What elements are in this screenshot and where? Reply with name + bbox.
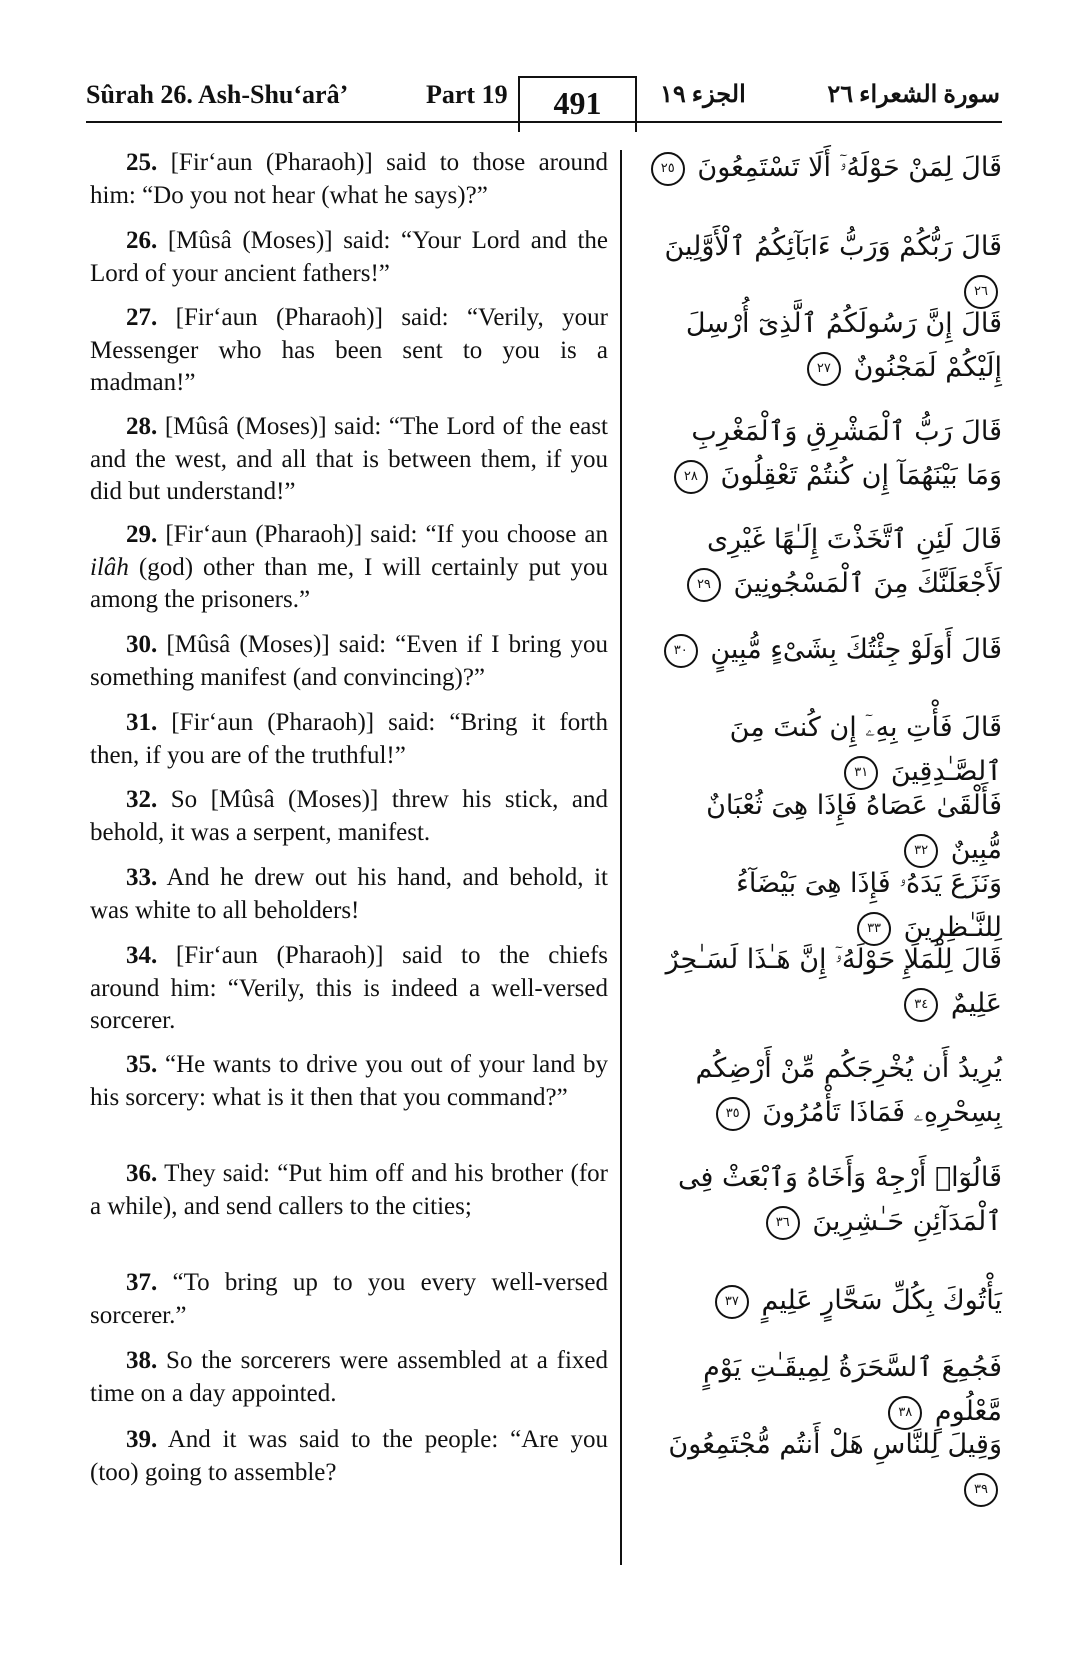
ayah-marker: ٣١	[844, 756, 878, 790]
verse-text-ar: يُرِيدُ أَن يُخْرِجَكُم مِّنْ أَرْضِكُم بِسِحْرِهِۦ فَمَاذَا تَأْمُرُونَ	[695, 1053, 1002, 1128]
verse-ar-35	[650, 1047, 1002, 1135]
verse-text-ar: وَقِيلَ لِلنَّاسِ هَلْ أَنتُم مُّجْتَمِعُونَ	[668, 1429, 1002, 1460]
verse-number: 32.	[126, 786, 158, 813]
verse-text-ar: وَنَزَعَ يَدَهُۥ فَإِذَا هِىَ بَيْضَآءُ لِلنَّـٰظِرِينَ	[736, 868, 1002, 943]
ayah-marker: ٣٨	[888, 1396, 922, 1430]
verse-number: 26.	[126, 227, 158, 254]
ayah-marker: ٣٥	[716, 1097, 750, 1131]
ayah-marker: ٣٩	[964, 1473, 998, 1507]
verse-en-30	[90, 629, 608, 694]
verse-text: So [Mûsâ (Moses)] threw his stick, and behold, it was a serpent, manifest.	[90, 786, 609, 846]
ayah-marker: ٢٨	[674, 460, 708, 494]
verse-en-25	[90, 147, 608, 212]
verse-en-27	[90, 302, 608, 400]
verse-text: And it was said to the people: “Are you (too) going to assemble?	[90, 1426, 608, 1486]
ayah-marker: ٢٩	[687, 568, 721, 602]
verse-text-ar: قَالُوٓا۟ أَرْجِهْ وَأَخَاهُ وَٱبْعَثْ فِى ٱلْمَدَآئِنِ حَـٰشِرِينَ	[678, 1162, 1002, 1237]
verse-text-ar: قَالَ فَأْتِ بِهِۦٓ إِن كُنتَ مِنَ ٱلصَّـٰدِقِينَ	[729, 712, 1002, 787]
verse-en-35	[90, 1049, 608, 1114]
verse-text-ar: يَأْتُوكَ بِكُلِّ سَحَّارٍ عَلِيمٍ	[761, 1285, 1002, 1316]
verse-text-ar: قَالَ لَئِنِ ٱتَّخَذْتَ إِلَـٰهًا غَيْرِى لَأَجْعَلَنَّكَ مِنَ ٱلْمَسْجُونِينَ	[707, 524, 1002, 599]
verse-number: 39.	[126, 1426, 158, 1453]
page-number: 491	[518, 76, 637, 132]
verse-number: 35.	[126, 1051, 158, 1078]
verse-text: [Fir‘aun (Pharaoh)] said: “Verily, your Messenger who has been sent to you is a madman!”	[90, 304, 609, 396]
verse-text-ar: قَالَ لِلْمَلَإِ حَوْلَهُۥٓ إِنَّ هَـٰذَا لَسَـٰحِرٌ عَلِيمٌ	[665, 944, 1002, 1019]
ayah-marker: ٣٠	[664, 634, 698, 668]
verse-ar-36	[650, 1156, 1002, 1244]
ayah-marker: ٣٢	[904, 834, 938, 868]
verse-number: 31.	[126, 709, 158, 736]
verse-number: 38.	[126, 1347, 158, 1374]
page-header	[86, 70, 1000, 122]
ayah-marker: ٣٦	[766, 1206, 800, 1240]
verse-text: [Mûsâ (Moses)] said: “The Lord of the east and the west, and all that is between them, if you did but understand!”	[90, 413, 608, 505]
verse-number: 34.	[126, 942, 158, 969]
verse-en-34	[90, 940, 608, 1038]
verse-text: And he drew out his hand, and behold, it was white to all beholders!	[90, 864, 609, 924]
verse-en-31	[90, 707, 608, 772]
part-label: Part 19	[426, 80, 508, 109]
verse-text: [Mûsâ (Moses)] said: “Even if I bring you something manifest (and convincing)?”	[90, 631, 609, 691]
verse-ar-38	[650, 1346, 1002, 1434]
verse-en-32	[90, 784, 608, 849]
verse-text: “He wants to drive you out of your land by his sorcery: what is it then that you command?”	[90, 1051, 609, 1111]
verse-number: 25.	[126, 149, 158, 176]
verse-ar-25	[650, 146, 1002, 190]
verse-italic-term: ilâh	[90, 553, 129, 581]
verse-ar-27	[650, 302, 1002, 390]
verse-number: 33.	[126, 864, 158, 891]
ayah-marker: ٢٦	[964, 275, 998, 309]
verse-ar-29	[650, 518, 1002, 606]
verse-ar-28	[650, 410, 1002, 498]
verse-text-ar: قَالَ لِمَنْ حَوْلَهُۥٓ أَلَا تَسْتَمِعُونَ	[697, 152, 1002, 183]
verse-ar-32	[650, 784, 1002, 872]
verse-number: 30.	[126, 631, 158, 658]
verse-number: 37.	[126, 1269, 158, 1296]
verse-en-36	[90, 1158, 608, 1223]
ayah-marker: ٣٣	[857, 912, 891, 946]
verse-number: 36.	[126, 1160, 158, 1187]
ayah-marker: ٣٧	[715, 1285, 749, 1319]
verse-text: (god) other than me, I will certainly put you among the prisoners.”	[90, 553, 608, 613]
verse-text: “To bring up to you every well-versed sorcerer.”	[90, 1269, 608, 1329]
verse-text: [Mûsâ (Moses)] said: “Your Lord and the Lord of your ancient fathers!”	[90, 227, 609, 287]
verse-text: So the sorcerers were assembled at a fixed time on a day appointed.	[90, 1347, 608, 1407]
ayah-marker: ٢٧	[807, 352, 841, 386]
verse-ar-33	[650, 862, 1002, 950]
ayah-marker: ٢٥	[651, 152, 685, 186]
verse-text: [Fir‘aun (Pharaoh)] said: “Bring it forth then, if you are of the truthful!”	[90, 709, 608, 769]
header-rule	[86, 121, 1002, 123]
verse-en-37	[90, 1267, 608, 1332]
verse-text-ar: فَجُمِعَ ٱلسَّحَرَةُ لِمِيقَـٰتِ يَوْمٍ مَّعْلُومٍ	[703, 1352, 1002, 1427]
surah-title-ar: سورة الشعراء ٢٦	[827, 82, 1000, 108]
verse-ar-26	[650, 225, 1002, 313]
verse-text: [Fir‘aun (Pharaoh)] said to the chiefs around him: “Verily, this is indeed a well-versed sorcerer.	[90, 942, 608, 1034]
verse-ar-30	[650, 628, 1002, 672]
verse-en-38	[90, 1345, 608, 1410]
verse-number: 29.	[126, 521, 158, 548]
verse-text: [Fir‘aun (Pharaoh)] said: “If you choose an	[165, 521, 608, 548]
verse-text-ar: قَالَ رَبُّكُمْ وَرَبُّ ءَابَآئِكُمُ ٱلْأَوَّلِينَ	[664, 231, 1002, 262]
verse-number: 27.	[126, 304, 158, 331]
verse-ar-34	[650, 938, 1002, 1026]
verse-text-ar: قَالَ رَبُّ ٱلْمَشْرِقِ وَٱلْمَغْرِبِ وَمَا بَيْنَهُمَآ إِن كُنتُمْ تَعْقِلُونَ	[691, 416, 1002, 491]
verse-number: 28.	[126, 413, 158, 440]
verse-en-33	[90, 862, 608, 927]
ayah-marker: ٣٤	[904, 988, 938, 1022]
verse-text-ar: قَالَ أَوَلَوْ جِئْتُكَ بِشَىْءٍ مُّبِينٍ	[710, 634, 1002, 665]
verse-en-26	[90, 225, 608, 290]
verse-text: [Fir‘aun (Pharaoh)] said to those around him: “Do you not hear (what he says)?”	[90, 149, 609, 209]
juz-label-ar: الجزء ١٩	[660, 82, 746, 108]
verse-ar-31	[650, 706, 1002, 794]
surah-title-en: Sûrah 26. Ash-Shu‘arâ’	[86, 80, 349, 109]
verse-en-28	[90, 411, 608, 509]
verse-text-ar: قَالَ إِنَّ رَسُولَكُمُ ٱلَّذِىٓ أُرْسِلَ إِلَيْكُمْ لَمَجْنُونٌ	[685, 308, 1002, 383]
verse-text: They said: “Put him off and his brother (for a while), and send callers to the cities;	[90, 1160, 608, 1220]
verse-en-39	[90, 1424, 608, 1489]
verse-ar-37	[650, 1279, 1002, 1323]
verse-en-29	[90, 519, 608, 617]
verse-text-ar: فَأَلْقَىٰ عَصَاهُ فَإِذَا هِىَ ثُعْبَانٌ مُّبِينٌ	[706, 790, 1002, 865]
verse-ar-39	[650, 1423, 1002, 1511]
column-divider	[620, 150, 622, 1565]
